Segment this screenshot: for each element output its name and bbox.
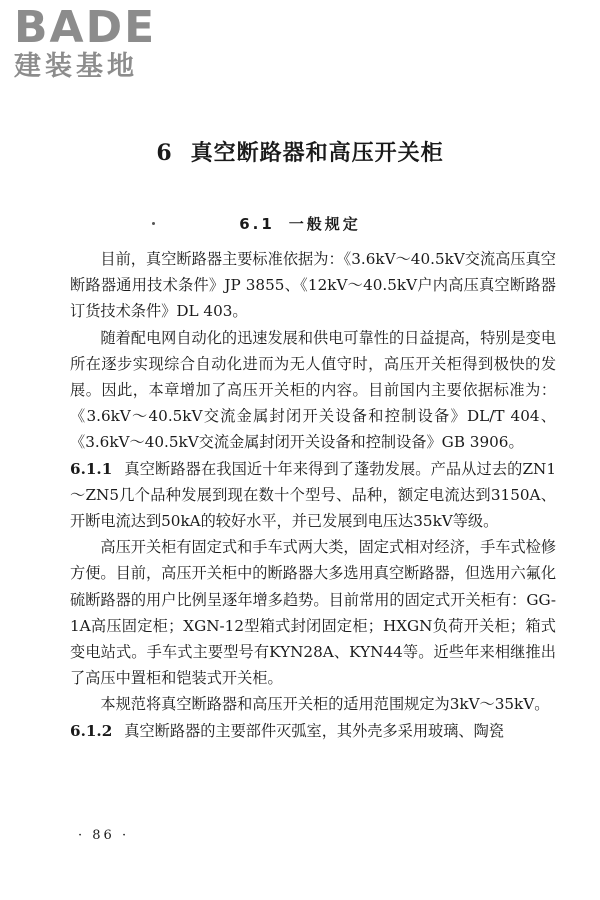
logo-wordmark: BADE xyxy=(14,2,157,53)
clause-6-1-2 xyxy=(70,718,556,744)
paragraph-switchgear-types: 高压开关柜有固定式和手车式两大类，固定式相对经济，手车式检修方便。目前，高压开关柜中的断路器大多选用真空断路器，但选用六氟化硫断路器的用户比例呈逐年增多趋势。目前常用的固定式开关柜有：GG-1A高压固定柜；XGN-12型箱式封闭固定柜；HXGN负荷开关柜；箱式变电站式。手车式主要型号有KYN28A、KYN44等。近些年来相继推出了高压中置柜和铠装式开关柜。 xyxy=(70,538,557,688)
logo-subtitle: 建装基地 xyxy=(14,51,138,82)
section-number: 6.1 xyxy=(239,215,275,233)
paragraph-scope: 本规范将真空断路器和高压开关柜的适用范围规定为3kV～35kV。 xyxy=(100,695,550,714)
paragraph-switchgear-development: 随着配电网自动化的迅速发展和供电可靠性的日益提高，特别是变电所在逐步实现综合自动化进而为无人值守时，高压开关柜得到极快的发展。因此，本章增加了高压开关柜的内容。目前国内主要依据标准为：《3.6kV～40.5kV交流金属封闭开关设备和控制设备》DL/T 404、《3.6kV～40.5kV交流金属封闭开关设备和控制设备》GB 3906。 xyxy=(70,328,557,452)
clause-text: 真空断路器在我国近十年来得到了蓬勃发展。产品从过去的ZN1～ZN5几个品种发展到现在数十个型号、品种，额定电流达到3150A、开断电流达到50kA的较好水平，并已发展到电压达35kV等级。 xyxy=(70,459,556,531)
clause-number: 6.1.1 xyxy=(70,459,113,478)
clause-6-1-1 xyxy=(70,456,556,535)
chapter-title-text: 真空断路器和高压开关柜 xyxy=(190,140,444,166)
chapter-number: 6 xyxy=(156,140,173,166)
section-heading xyxy=(0,213,600,234)
body-text xyxy=(70,246,556,744)
paragraph-standards: 目前，真空断路器主要标准依据为：《3.6kV～40.5kV交流高压真空断路器通用技术条件》JP 3855、《12kV～40.5kV户内高压真空断路器订货技术条件》DL 403。 xyxy=(70,250,556,321)
chapter-title xyxy=(0,136,600,167)
section-title-text: 一般规定 xyxy=(288,215,361,233)
page-number: · 86 · xyxy=(78,828,130,843)
clause-number: 6.1.2 xyxy=(70,721,113,740)
clause-text: 真空断路器的主要部件灭弧室，其外壳多采用玻璃、陶瓷 xyxy=(124,721,504,740)
bade-logo xyxy=(14,2,184,82)
